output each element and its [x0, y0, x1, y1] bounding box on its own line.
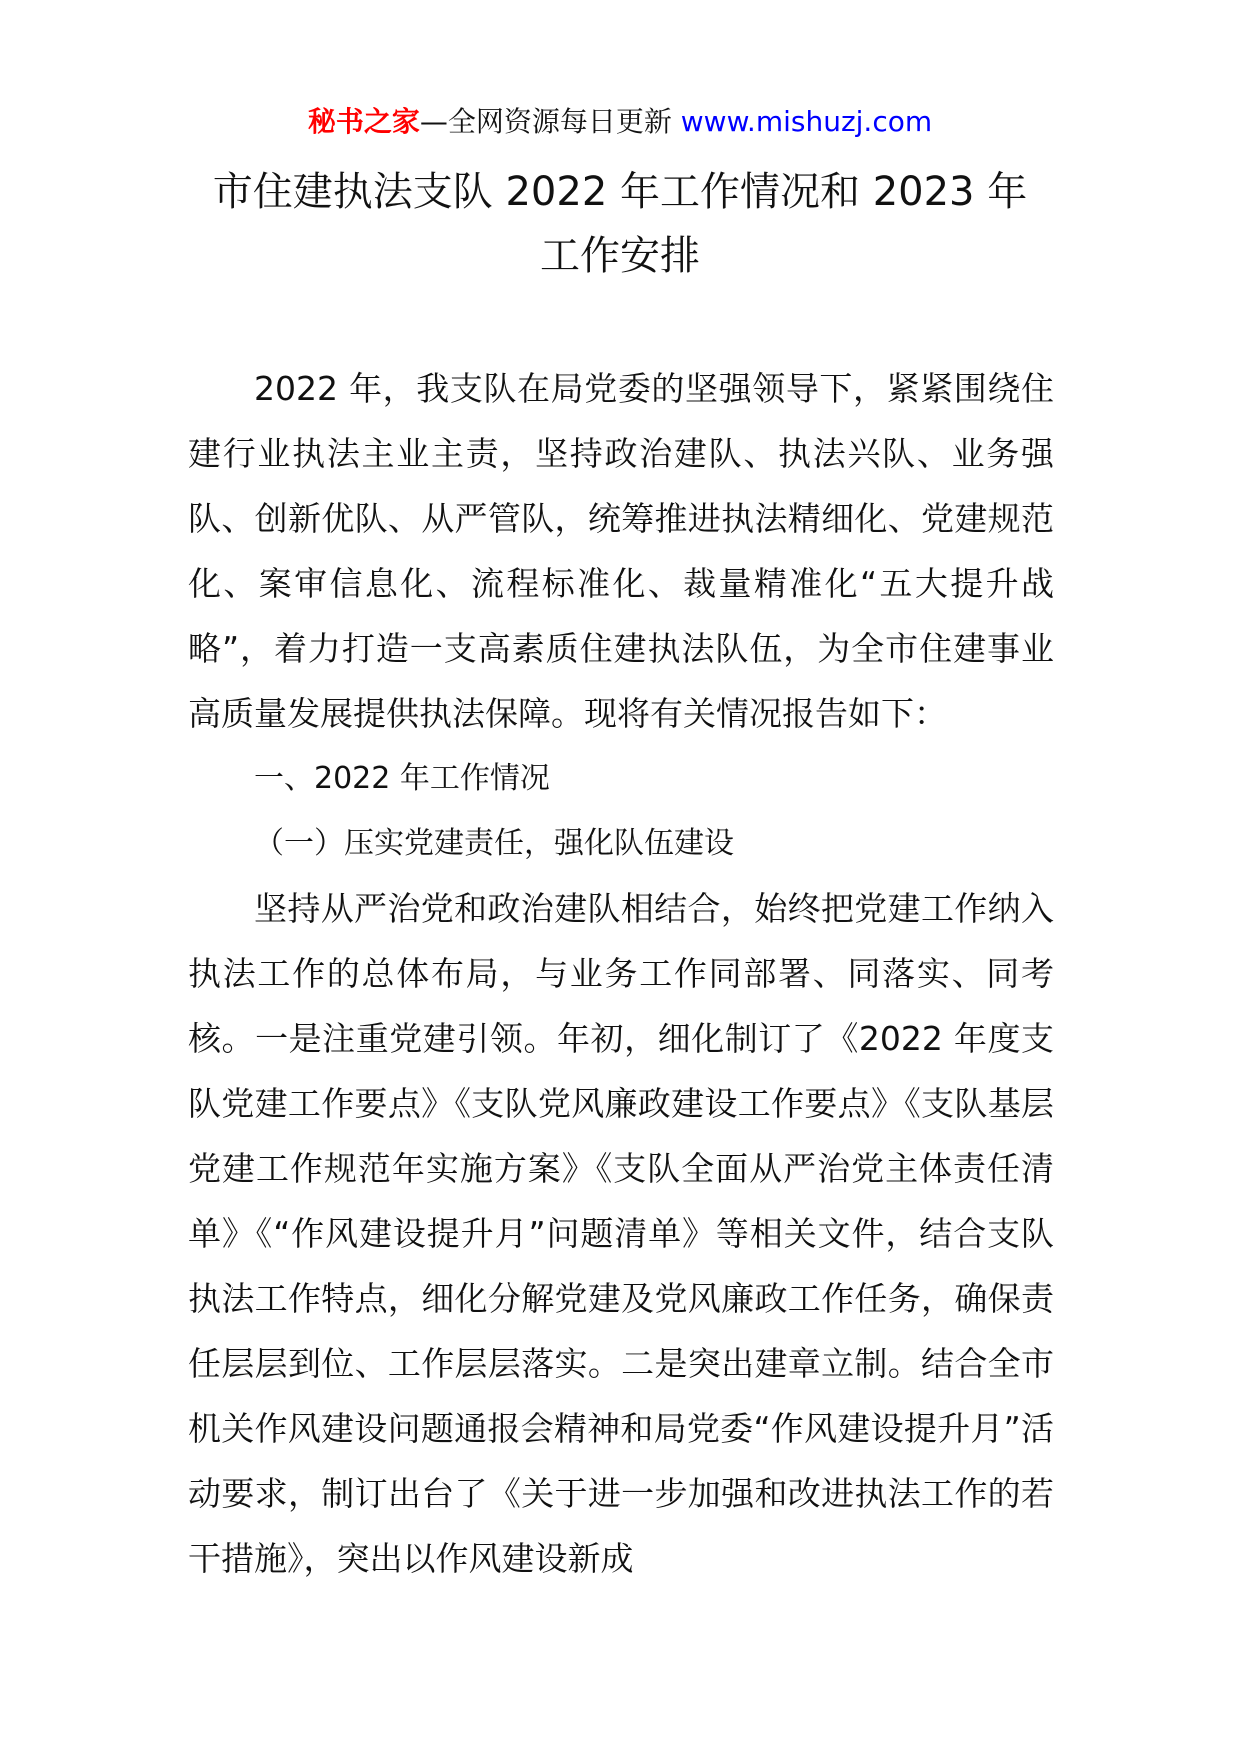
subsection-paragraph: 坚持从严治党和政治建队相结合，始终把党建工作纳入执法工作的总体布局，与业务工作同部署、同落实、同考核。一是注重党建引领。年初，细化制订了《2022 年度支队党建工作要点》《支队党风廉政建设工作要点》《支队基层党建工作规范年实施方案》《支队全面从严治党主体责任清单》《“作风建设提升月”问题清单》等相关文件，结合支队执法工作特点，细化分解党建及党风廉政工作任务，确保责任层层到位、工作层层落实。二是突出建章立制。结合全市机关作风建设问题通报会精神和局党委“作风建设提升月”活动要求，制订出台了《关于进一步加强和改进执法工作的若干措施》，突出以作风建设新成 — [188, 889, 1054, 1578]
document-body — [188, 356, 1054, 1591]
title-line-2: 工作安排 — [540, 233, 700, 279]
intro-paragraph: 2022 年，我支队在局党委的坚强领导下，紧紧围绕住建行业执法主业主责，坚持政治建队、执法兴队、业务强队、创新优队、从严管队，统筹推进执法精细化、党建规范化、案审信息化、流程标准化、裁量精准化“五大提升战略”，着力打造一支高素质住建执法队伍，为全市住建事业高质量发展提供执法保障。现将有关情况报告如下： — [188, 369, 1054, 733]
header-brand: 秘书之家 — [307, 105, 420, 138]
document-title — [150, 160, 1090, 288]
title-line-1: 市住建执法支队 2022 年工作情况和 2023 年 — [212, 169, 1028, 215]
section-heading: 一、2022 年工作情况 — [254, 761, 550, 796]
header-url-link[interactable]: www.mishuzj.com — [680, 105, 933, 138]
header-tagline: —全网资源每日更新 — [419, 105, 681, 138]
site-header — [0, 102, 1240, 142]
subsection-heading: （一）压实党建责任，强化队伍建设 — [254, 826, 734, 861]
